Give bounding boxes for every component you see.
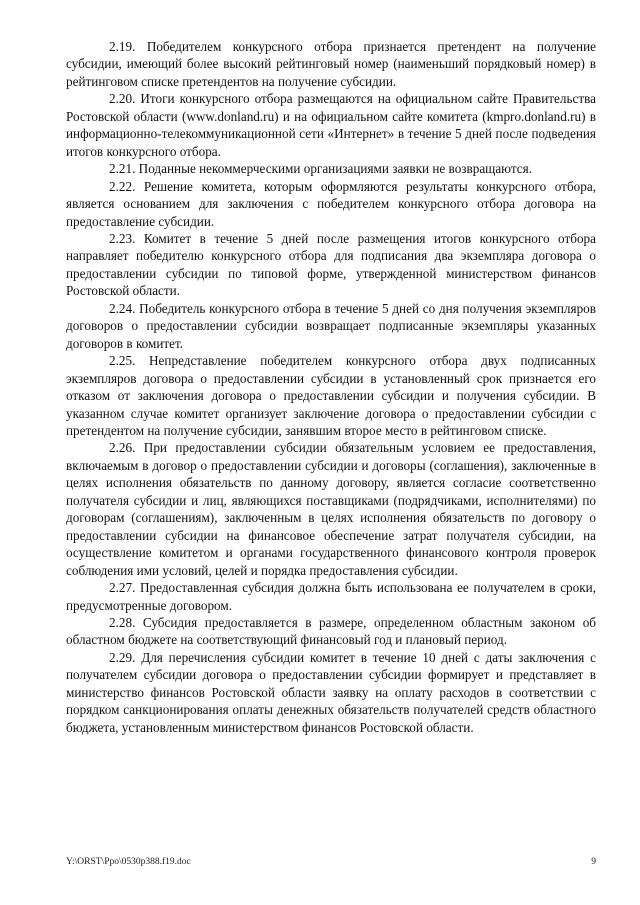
paragraph-2-28: 2.28. Субсидия предоставляется в размере, определенном областным законом об областном бюджете на соответствующий финансовый год и плановый период.	[66, 614, 596, 648]
paragraph-2-22: 2.22. Решение комитета, которым оформляются результаты конкурсного отбора, является основанием для заключения с победителем конкурсного отбора договора на предоставление субсидии.	[66, 178, 596, 229]
paragraph-2-21: 2.21. Поданные некоммерческими организациями заявки не возвращаются.	[109, 161, 532, 177]
paragraph-2-25: 2.25. Непредставление победителем конкурсного отбора двух подписанных экземпляров договора о предоставлении субсидии в установленный срок признается его отказом от заключения договора о предоставлении субсидии и получения субсидии. В указанном случае комитет организует заключение договора о предоставлении субсидии с претендентом на получение субсидии, занявшим второе место в рейтинговом списке.	[66, 353, 596, 438]
paragraph-2-24: 2.24. Победитель конкурсного отбора в течение 5 дней со дня получения экземпляров договоров о предоставлении субсидии возвращает подписанные экземпляры указанных договоров в комитет.	[66, 300, 596, 351]
footer-page-number: 9	[591, 857, 596, 867]
paragraph-2-20: 2.20. Итоги конкурсного отбора размещаются на официальном сайте Правительства Ростовской области (www.donland.ru) и на официальном сайте комитета (kmpro.donland.ru) в информационно-телекоммуникационной сети «Интернет» в течение 5 дней после подведения итогов конкурсного отбора.	[66, 91, 596, 159]
paragraph-2-27: 2.27. Предоставленная субсидия должна быть использована ее получателем в сроки, предусмотренные договором.	[66, 580, 596, 613]
page-footer	[66, 856, 596, 868]
paragraph-2-19: 2.19. Победителем конкурсного отбора признается претендент на получение субсидии, имеющий более высокий рейтинговый номер (наименьший порядковый номер) в рейтинговом списке претендентов на получение субсидии.	[66, 39, 596, 89]
paragraph-2-26: 2.26. При предоставлении субсидии обязательным условием ее предоставления, включаемым в договор о предоставлении субсидии и договоры (соглашения), заключенные в целях исполнения обязательств по данному договору, является согласие соответственно получателя субсидии и лиц, являющихся поставщиками (подрядчиками, исполнителями) по договорам (соглашениям), заключенным в целях исполнения обязательств по договору о предоставлении субсидии на финансовое обеспечение затрат получателя субсидии, на осуществление комитетом и органами государственного финансового контроля проверок соблюдения ими условий, целей и порядка предоставления субсидии.	[66, 440, 596, 578]
paragraph-2-23: 2.23. Комитет в течение 5 дней после размещения итогов конкурсного отбора направляет победителю конкурсного отбора для подписания два экземпляра договора о предоставлении субсидии по типовой форме, утвержденной министерством финансов Ростовской области.	[66, 230, 596, 299]
document-body	[66, 38, 596, 736]
footer-file-path: Y:\ORST\Ppo\0530p388.f19.doc	[66, 857, 191, 867]
paragraph-2-29: 2.29. Для перечисления субсидии комитет в течение 10 дней с даты заключения с получателем субсидии договора о предоставлении субсидии формирует и представляет в министерство финансов Ростовской области заявку на оплату расходов в соответствии с порядком санкционирования оплаты денежных обязательств получателей средств областного бюджета, установленным министерством финансов Ростовской области.	[66, 649, 596, 735]
